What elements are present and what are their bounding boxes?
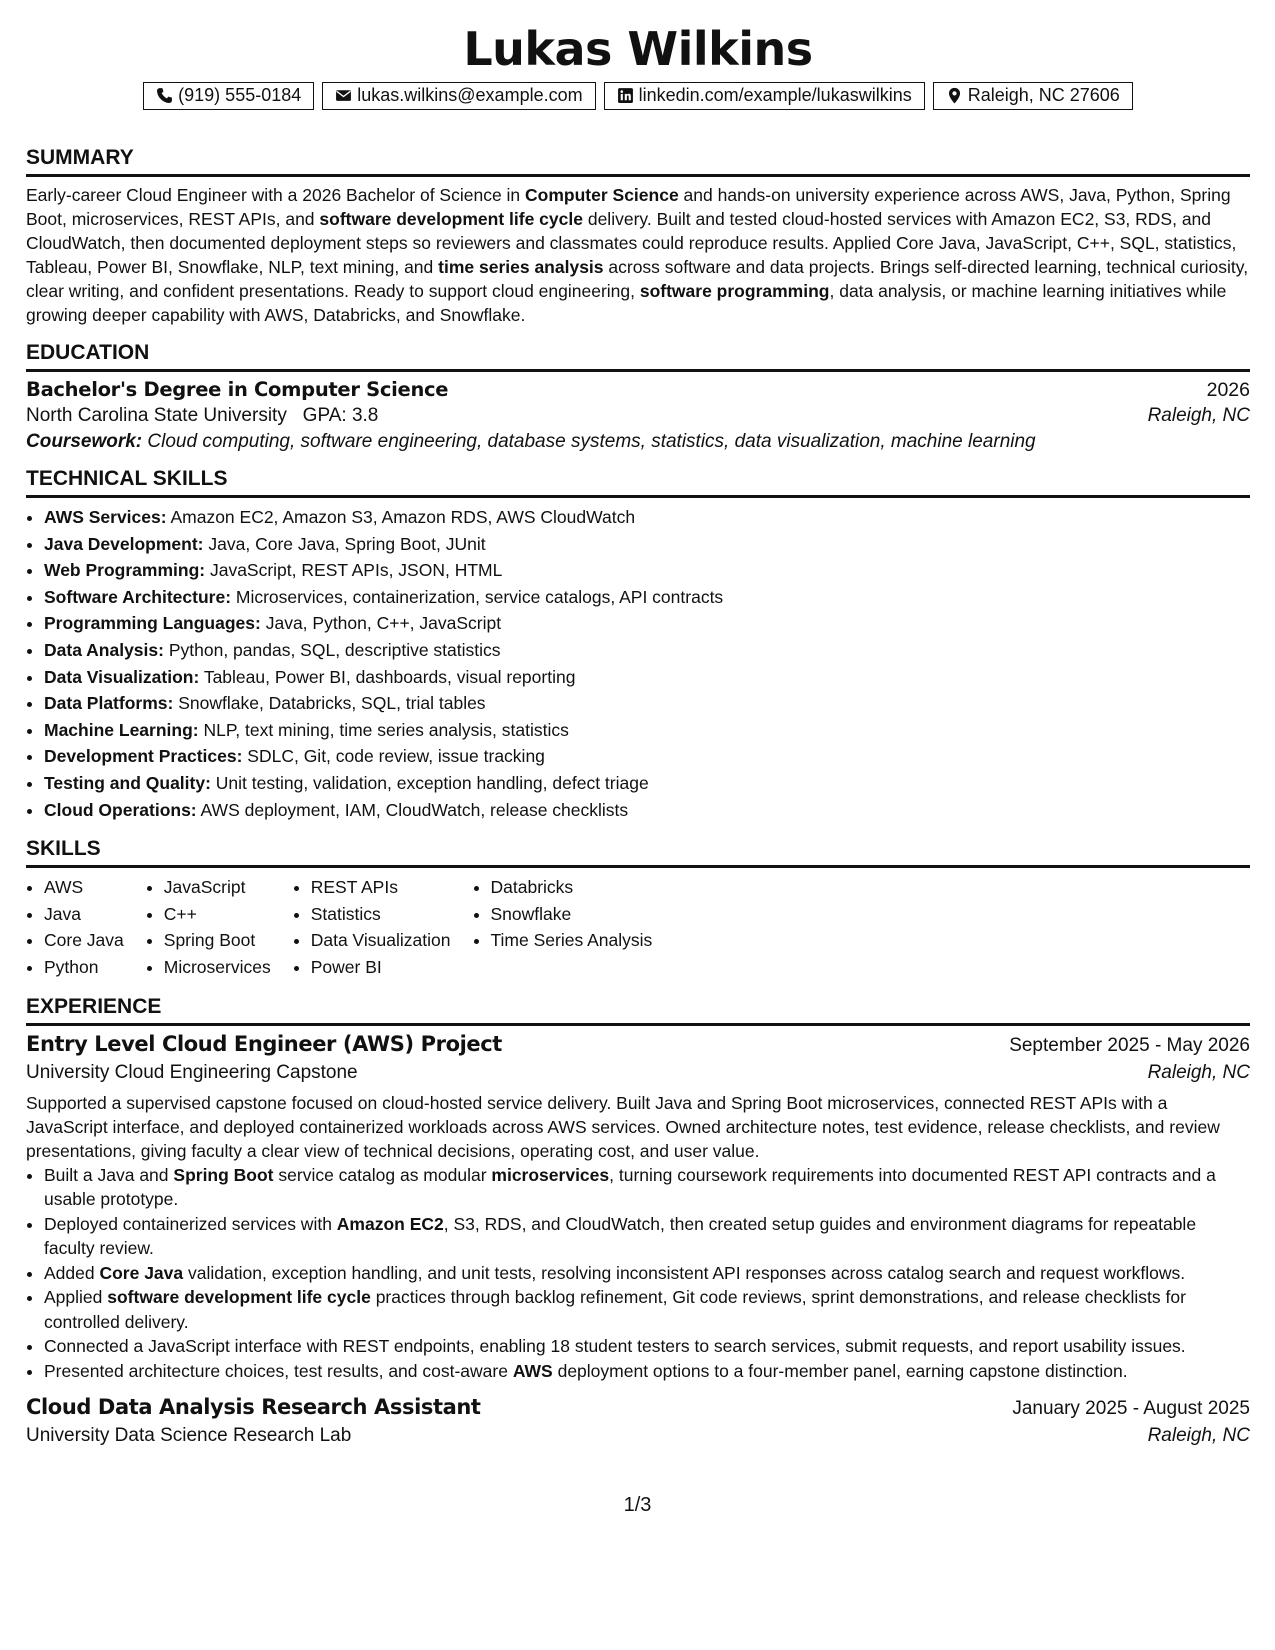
contact-email[interactable] (322, 82, 595, 110)
skills-column (146, 874, 271, 980)
text-run: , S3, RDS, and CloudWatch, then created setup guides and environment diagrams for repeatable faculty review. (44, 1213, 1197, 1258)
phone-icon (156, 87, 173, 104)
linkedin-icon (617, 87, 634, 104)
emphasized-text: microservices (491, 1164, 610, 1185)
skill-item: • REST APIs (311, 874, 451, 901)
skill-category-values: Snowflake, Databricks, SQL, trial tables (173, 693, 486, 714)
skills-column (26, 874, 124, 980)
skill-item: • Python (44, 954, 124, 981)
technical-skill-item (44, 797, 1250, 824)
job-location: Raleigh, NC (1147, 1425, 1250, 1446)
job-dates: September 2025 - May 2026 (1009, 1034, 1250, 1056)
text-run: delivery. Built and tested cloud-hosted services with Amazon EC2, S3, RDS, and CloudWatch, then documented deployment steps so reviewers and classmates could reproduce results. Applied Core Java, JavaScript, C++, SQL, statistics, Tableau, Power BI, Snowflake, NLP, text mining, and (26, 209, 1237, 277)
skill-category-values: Python, pandas, SQL, descriptive statistics (163, 639, 501, 660)
job-bullet (44, 1212, 1250, 1261)
experience-section (26, 995, 1250, 1448)
job-bullet (44, 1163, 1250, 1212)
emphasized-text: Computer Science (525, 185, 679, 205)
job-title: Cloud Data Analysis Research Assistant (26, 1395, 481, 1419)
graduation-year: 2026 (1206, 379, 1250, 401)
skill-item: • Data Visualization (311, 927, 451, 954)
skill-category-label: AWS Services: (44, 507, 167, 527)
skill-category-label: Software Architecture: (44, 586, 232, 607)
job-dates: January 2025 - August 2025 (1012, 1398, 1250, 1419)
emphasized-text: AWS (512, 1360, 553, 1381)
job-entry (26, 1395, 1250, 1447)
text-run: validation, exception handling, and unit tests, resolving inconsistent API responses across catalog search and request workflows. (183, 1262, 1186, 1283)
education-section (26, 341, 1250, 453)
skill-category-label: Machine Learning: (44, 719, 199, 740)
technical-skill-item (44, 717, 1250, 744)
text-run: Presented architecture choices, test results, and cost-aware (44, 1360, 513, 1381)
skill-item: • Databricks (491, 874, 653, 901)
skill-category-label: Data Visualization: (44, 666, 200, 687)
skill-category-label: Programming Languages: (44, 613, 261, 634)
candidate-name: Lukas Wilkins (463, 22, 813, 76)
emphasized-text: software development life cycle (319, 209, 583, 229)
job-bullet (44, 1285, 1250, 1334)
skill-item: • Microservices (164, 954, 271, 981)
skill-item: • Statistics (311, 901, 451, 928)
resume-page (26, 20, 1250, 1461)
technical-skill-item (44, 664, 1250, 691)
technical-skill-item (44, 584, 1250, 611)
text-run: , data analysis, or machine learning initiatives while growing deeper capability with AWS, Databricks, and Snowflake. (26, 281, 1227, 325)
skill-item: • AWS (44, 874, 124, 901)
emphasized-text: Amazon EC2 (336, 1213, 444, 1234)
emphasized-text: time series analysis (438, 257, 604, 277)
text-run: deployment options to a four-member panel, earning capstone distinction. (552, 1360, 1128, 1381)
skill-category-label: Data Platforms: (44, 693, 174, 714)
technical-skill-item (44, 690, 1250, 717)
skill-category-label: Development Practices: (44, 746, 243, 767)
job-organization: University Cloud Engineering Capstone (26, 1061, 358, 1083)
emphasized-text: software development life cycle (107, 1287, 371, 1307)
skill-category-label: Java Development: (44, 533, 204, 554)
skills-column (293, 874, 451, 980)
skill-category-values: JavaScript, REST APIs, JSON, HTML (205, 560, 503, 581)
summary-section (26, 146, 1250, 327)
skill-item: • Time Series Analysis (491, 927, 653, 954)
school-location: Raleigh, NC (1147, 405, 1250, 426)
summary-text (26, 183, 1250, 327)
text-run: Deployed containerized services with (44, 1213, 337, 1234)
technical-skills-list (26, 504, 1250, 823)
skill-category-label: Testing and Quality: (44, 772, 211, 793)
coursework (26, 431, 1250, 453)
contact-linkedin[interactable] (604, 82, 925, 110)
technical-skill-item (44, 531, 1250, 558)
skill-category-values: Java, Python, C++, JavaScript (260, 613, 502, 634)
phone-text: (919) 555-0184 (178, 85, 302, 105)
job-title: Entry Level Cloud Engineer (AWS) Project (26, 1031, 502, 1056)
skill-category-values: AWS deployment, IAM, CloudWatch, release checklists (196, 799, 629, 820)
skill-category-values: Tableau, Power BI, dashboards, visual reporting (199, 666, 576, 687)
skills-heading: SKILLS (26, 837, 1250, 868)
degree-title: Bachelor's Degree in Computer Science (26, 378, 449, 401)
text-run: , turning coursework requirements into documented REST API contracts and a usable prototype. (44, 1164, 1216, 1209)
skill-category-label: Cloud Operations: (44, 799, 197, 820)
linkedin-text: linkedin.com/example/lukaswilkins (638, 85, 912, 105)
skill-category-values: Unit testing, validation, exception handling, defect triage (210, 772, 649, 793)
experience-heading: EXPERIENCE (26, 995, 1250, 1026)
job-organization: University Data Science Research Lab (26, 1425, 352, 1446)
skill-category-label: Data Analysis: (44, 639, 164, 660)
job-location: Raleigh, NC (1147, 1061, 1250, 1083)
skill-item: • Snowflake (491, 901, 653, 928)
skill-item: • JavaScript (164, 874, 271, 901)
job-bullet (44, 1261, 1250, 1286)
text-run: Connected a JavaScript interface with REST endpoints, enabling 18 student testers to search services, submit requests, and report usability issues. (44, 1336, 1186, 1356)
text-run: practices through backlog refinement, Git code reviews, sprint demonstrations, and release checklists for controlled delivery. (44, 1287, 1186, 1332)
text-run: Built a Java and (44, 1164, 174, 1185)
technical-skill-item (44, 504, 1250, 531)
education-heading: EDUCATION (26, 341, 1250, 372)
skill-category-values: Amazon EC2, Amazon S3, Amazon RDS, AWS CloudWatch (166, 507, 636, 527)
job-bullet (44, 1334, 1250, 1359)
skill-item: • Power BI (311, 954, 451, 981)
skill-category-label: Web Programming: (44, 560, 206, 581)
technical-skill-item (44, 610, 1250, 637)
summary-heading: SUMMARY (26, 146, 1250, 177)
contact-bar (26, 82, 1250, 110)
technical-skill-item (44, 770, 1250, 797)
technical-skill-item (44, 637, 1250, 664)
contact-phone[interactable] (143, 82, 314, 110)
skill-category-values: Microservices, containerization, service catalogs, API contracts (231, 586, 724, 607)
job-description: Supported a supervised capstone focused on cloud-hosted service delivery. Built Java and Spring Boot microservices, connected REST APIs with a JavaScript interface, and deployed containerized workloads across AWS services. Owned architecture notes, test evidence, release checklists, and review presentations, giving faculty a clear view of technical decisions, operating cost, and user value. (26, 1092, 1220, 1161)
contact-location (933, 82, 1133, 110)
skills-section (26, 837, 1250, 980)
map-pin-icon (946, 87, 963, 104)
page-number: 1/3 (623, 1494, 652, 1516)
emphasized-text: software programming (639, 281, 830, 301)
skill-item: • Java (44, 901, 124, 928)
technical-skill-item (44, 743, 1250, 770)
job-entry (26, 1032, 1250, 1384)
text-run: across software and data projects. Brings self-directed learning, technical curiosity, clear writing, and confident presentations. Ready to support cloud engineering, (26, 257, 1249, 301)
envelope-icon (335, 87, 352, 104)
skill-item: • Core Java (44, 927, 124, 954)
technical-skills-heading: TECHNICAL SKILLS (26, 467, 1250, 498)
text-run: Applied (44, 1287, 108, 1307)
gpa: GPA: 3.8 (302, 405, 379, 426)
job-bullet (44, 1359, 1250, 1384)
coursework-list: Cloud computing, software engineering, database systems, statistics, data visualization, machine learning (142, 431, 1036, 452)
technical-skills-section (26, 467, 1250, 823)
email-text: lukas.wilkins@example.com (357, 85, 583, 105)
technical-skill-item (44, 557, 1250, 584)
skill-category-values: NLP, text mining, time series analysis, statistics (198, 719, 569, 740)
text-run: service catalog as modular (273, 1164, 492, 1185)
school-name: North Carolina State University (26, 405, 287, 426)
text-run: Added (44, 1262, 100, 1283)
skill-category-values: Java, Core Java, Spring Boot, JUnit (203, 533, 486, 554)
text-run: Early-career Cloud Engineer with a 2026 Bachelor of Science in (26, 185, 526, 205)
skill-item: • Spring Boot (164, 927, 271, 954)
text-run: and hands-on university experience across AWS, Java, Python, Spring Boot, microservices, REST APIs, and (26, 185, 1231, 229)
skills-grid (26, 874, 1250, 980)
location-text: Raleigh, NC 27606 (967, 85, 1120, 105)
emphasized-text: Core Java (99, 1262, 184, 1283)
coursework-label: Coursework: (26, 431, 143, 452)
emphasized-text: Spring Boot (173, 1164, 274, 1185)
skill-item: • C++ (164, 901, 271, 928)
skills-column (473, 874, 653, 980)
skill-category-values: SDLC, Git, code review, issue tracking (242, 746, 545, 767)
job-bullets (26, 1163, 1250, 1384)
